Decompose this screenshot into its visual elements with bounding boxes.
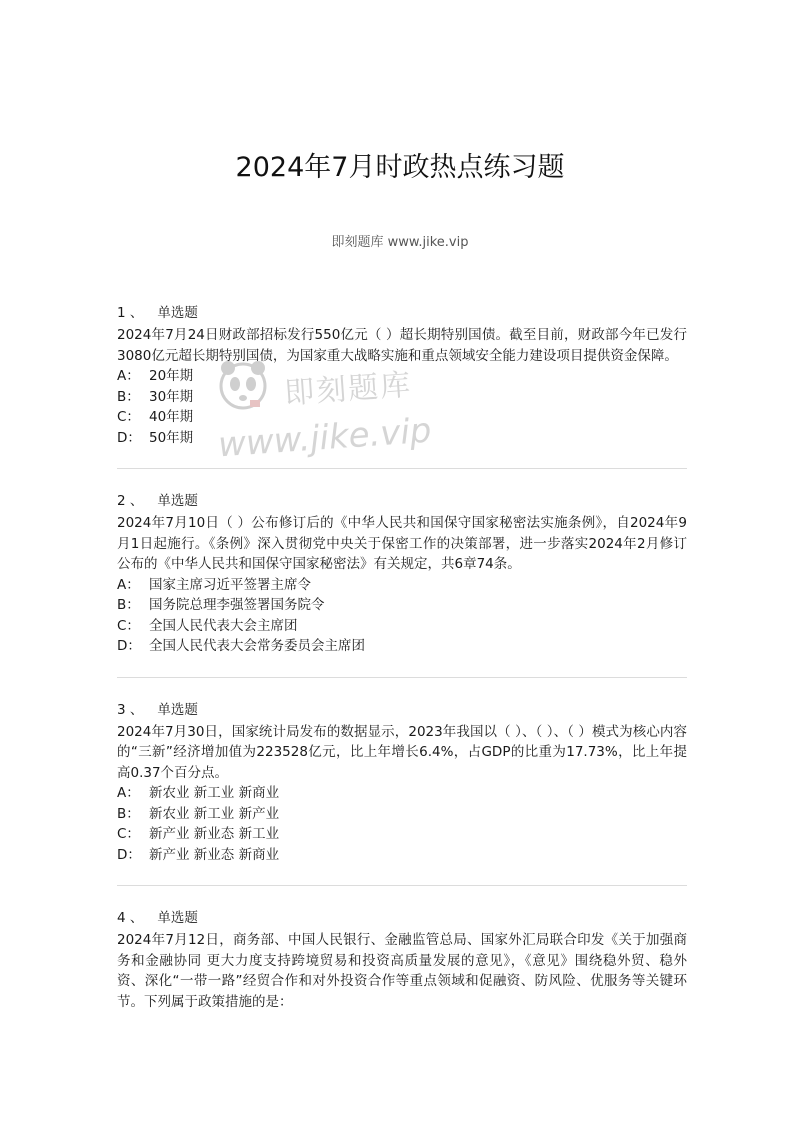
option-letter: C： [117,617,140,634]
option-text: 50年期 [149,429,194,446]
option-text: 全国人民代表大会常务委员会主席团 [149,638,365,654]
watermark-url: www.jike.vip [216,410,433,466]
option-letter: A： [117,368,140,384]
question-type: 单选题 [157,910,198,926]
option-a[interactable] [117,366,687,387]
option-letter: A： [117,576,140,593]
option-text: 国家主席习近平签署主席令 [149,576,311,593]
option-text: 新农业 新工业 新产业 [149,805,280,822]
question-type: 单选题 [157,701,198,718]
question-number: 1 、 [117,305,144,321]
question-number: 3 、 [117,701,144,718]
question-divider [117,677,687,678]
page-subtitle: 即刻题库 www.jike.vip [331,235,469,250]
question-header [117,907,687,929]
question-header [117,490,687,512]
option-letter: D： [117,638,141,654]
option-b[interactable] [117,595,687,616]
question-text: 2024年7月24日财政部招标发行550亿元（ ）超长期特别国债。截至目前，财政部今年已发行3080亿元超长期特别国债，为国家重大战略实施和重点领域安全能力建设项目提供资金保障。 [117,327,687,364]
option-text: 20年期 [149,368,194,384]
option-c[interactable] [117,407,687,428]
question-header [117,302,687,324]
option-text: 新农业 新工业 新商业 [149,785,280,801]
option-a[interactable] [117,783,687,804]
option-letter: B： [117,388,140,405]
question-type: 单选题 [157,305,198,321]
option-text: 30年期 [149,388,194,405]
page-title: 2024年7月时政热点练习题 [235,152,565,183]
option-letter: B： [117,805,140,822]
question-header [117,699,687,721]
question-divider [117,885,687,886]
option-d[interactable] [117,636,687,657]
question-1 [117,302,687,448]
question-text: 2024年7月10日（ ）公布修订后的《中华人民共和国保守国家秘密法实施条例》，自2024年9月1日起施行。《条例》深入贯彻党中央关于保密工作的决策部署，进一步落实2024年2月修订公布的《中华人民共和国保守国家秘密法》有关规定，共6章74条。 [117,515,687,572]
question-2 [117,490,687,657]
question-number: 4 、 [117,910,144,926]
option-letter: D： [117,429,141,446]
watermark-brand: 即刻题库 [283,367,414,412]
question-divider [117,468,687,469]
option-c[interactable] [117,824,687,845]
question-text: 2024年7月12日，商务部、中国人民银行、金融监管总局、国家外汇局联合印发《关于加强商务和金融协同 更大力度支持跨境贸易和投资高质量发展的意见》，《意见》围绕稳外贸、稳外资、深化“一带一路”经贸合作和对外投资合作等重点领域和促融资、防风险、优服务等关键环节。下列属于政策措施的是： [117,932,687,1010]
question-3 [117,699,687,866]
question-type: 单选题 [157,493,198,509]
option-d[interactable] [117,845,687,866]
option-c[interactable] [117,616,687,637]
question-list [117,302,687,1012]
option-text: 新产业 新业态 新工业 [149,826,280,842]
option-text: 新产业 新业态 新商业 [149,846,280,863]
question-number: 2 、 [117,493,144,509]
option-text: 全国人民代表大会主席团 [149,617,298,634]
option-a[interactable] [117,575,687,596]
option-b[interactable] [117,387,687,408]
option-letter: C： [117,826,140,842]
option-text: 国务院总理李强签署国务院令 [149,597,325,613]
option-letter: B： [117,597,140,613]
option-b[interactable] [117,804,687,825]
option-letter: D： [117,846,141,863]
option-text: 40年期 [149,409,194,425]
question-4 [117,907,687,1012]
question-text: 2024年7月30日，国家统计局发布的数据显示，2023年我国以（ ）、（ ）、（ ）模式为核心内容的“三新”经济增加值为223528亿元，比上年增长6.4%，占GDP的比重为17.73%，比上年提高0.37个百分点。 [117,723,687,781]
option-letter: A： [117,785,140,801]
option-letter: C： [117,409,140,425]
option-d[interactable] [117,428,687,449]
